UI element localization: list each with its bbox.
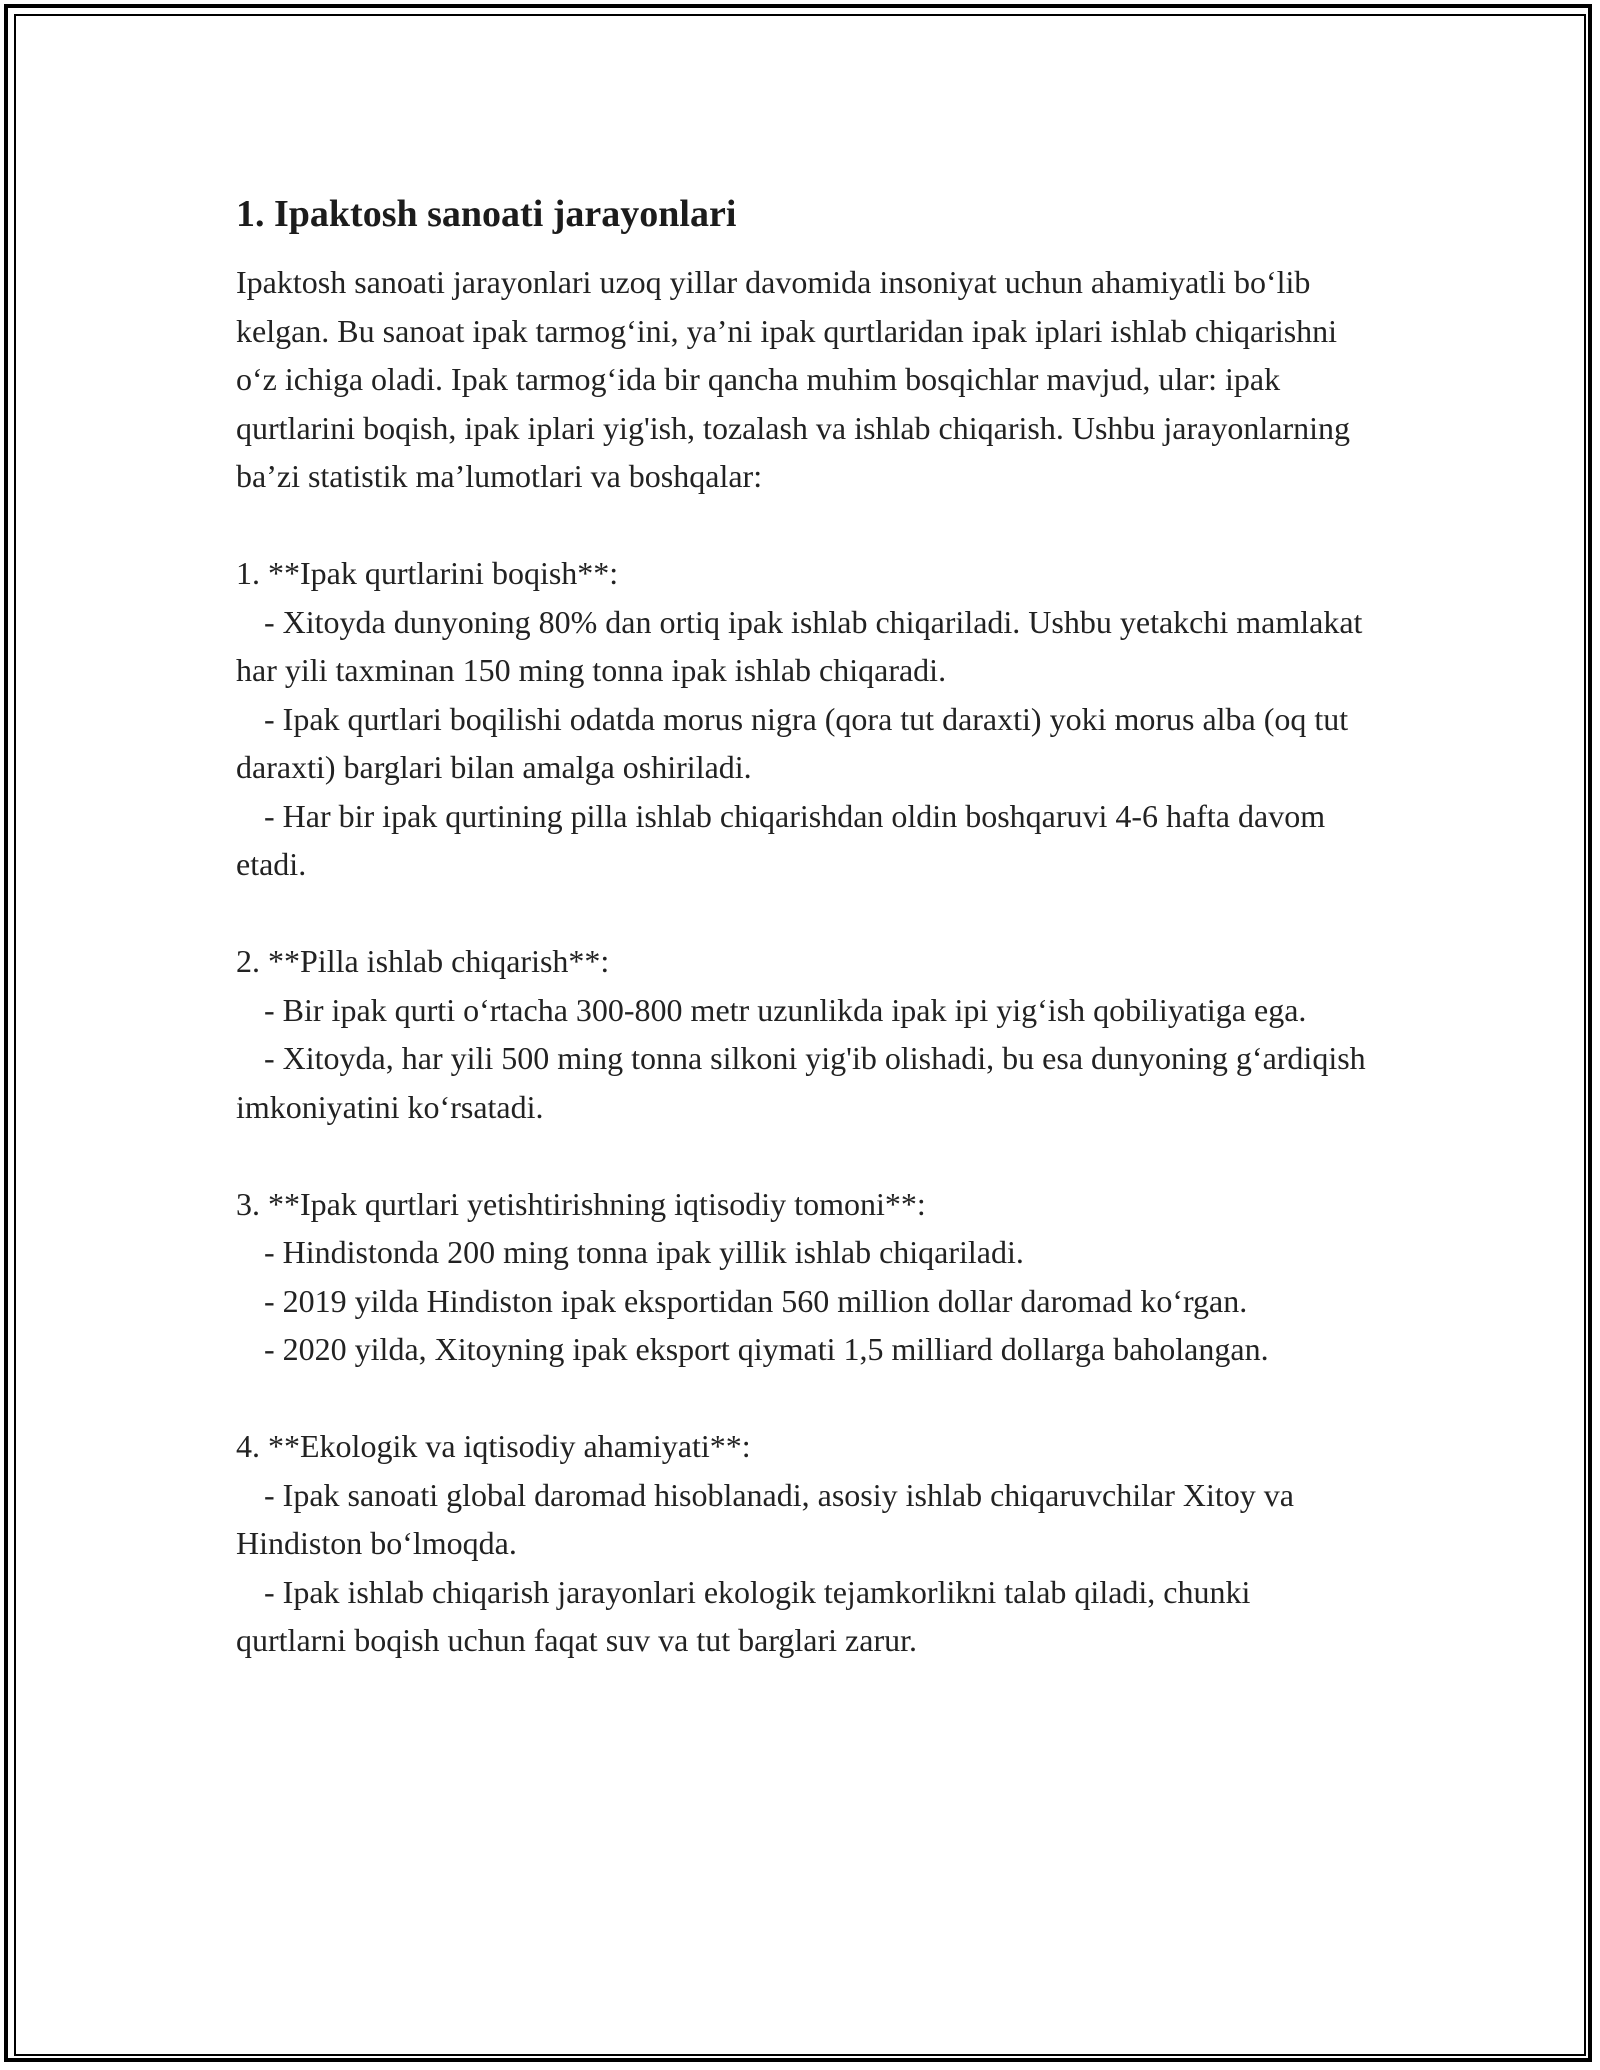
document-title: 1. Ipaktosh sanoati jarayonlari [236,193,737,235]
section-bullet [236,1568,1366,1665]
bullet-text: - 2019 yilda Hindiston ipak eksportidan 560 million dollar daromad ko‘rgan. [264,1282,1248,1319]
section-2 [236,937,1366,1131]
bullet-text: - Ipak ishlab chiqarish jarayonlari ekologik tejamkorlikni talab qiladi, chunki qurtlarni boqish uchun faqat suv va tut barglari zarur. [236,1573,1251,1658]
section-bullet [236,1034,1366,1131]
section-heading: 4. **Ekologik va iqtisodiy ahamiyati**: [236,1428,751,1464]
section-heading: 1. **Ipak qurtlarini boqish**: [236,555,619,591]
bullet-text: - Ipak sanoati global daromad hisoblanadi, asosiy ishlab chiqaruvchilar Xitoy va Hindiston bo‘lmoqda. [236,1476,1294,1561]
bullet-text: - Bir ipak qurti o‘rtacha 300-800 metr uzunlikda ipak ipi yig‘ish qobiliyatiga ega. [264,991,1307,1028]
section-bullet [236,792,1366,889]
section-bullet [236,598,1366,695]
bullet-text: - Har bir ipak qurtining pilla ishlab chiqarishdan oldin boshqaruvi 4-6 hafta davom etadi. [236,797,1326,882]
intro-paragraph: Ipaktosh sanoati jarayonlari uzoq yillar davomida insoniyat uchun ahamiyatli bo‘lib kelgan. Bu sanoat ipak tarmog‘ini, ya’ni ipak qurtlaridan ipak iplari ishlab chiqarishni o‘z ichiga oladi. Ipak tarmog‘ida bir qancha muhim bosqichlar mavjud, ular: ipak qurtlarini boqish, ipak iplari yig'ish, tozalash va ishlab chiqarish. Ushbu jarayonlarning ba’zi statistik ma’lumotlari va boshqalar: [236,264,1350,494]
section-1 [236,549,1366,889]
section-bullet [236,1277,1366,1326]
bullet-text: - Hindistonda 200 ming tonna ipak yillik ishlab chiqariladi. [264,1234,1024,1270]
section-heading: 3. **Ipak qurtlari yetishtirishning iqtisodiy tomoni**: [236,1185,926,1222]
section-bullet [236,1228,1366,1277]
bullet-text: - Xitoyda, har yili 500 ming tonna silkoni yig'ib olishadi, bu esa dunyoning g‘ardiqish imkoniyatini ko‘rsatadi. [236,1040,1366,1125]
bullet-text: - 2020 yilda, Xitoyning ipak eksport qiymati 1,5 milliard dollarga baholangan. [264,1331,1269,1367]
bullet-text: - Xitoyda dunyoning 80% dan ortiq ipak ishlab chiqariladi. Ushbu yetakchi mamlakat har yili taxminan 150 ming tonna ipak ishlab chiqaradi. [236,603,1363,688]
section-bullet [236,695,1366,792]
section-4 [236,1422,1366,1665]
section-heading: 2. **Pilla ishlab chiqarish**: [236,943,610,979]
bullet-text: - Ipak qurtlari boqilishi odatda morus nigra (qora tut daraxti) yoki morus alba (oq tut daraxti) barglari bilan amalga oshiriladi. [236,700,1349,785]
section-bullet [236,1325,1366,1374]
section-bullet [236,1471,1366,1568]
section-bullet [236,986,1366,1035]
document-body [236,186,1366,1665]
section-3 [236,1180,1366,1374]
